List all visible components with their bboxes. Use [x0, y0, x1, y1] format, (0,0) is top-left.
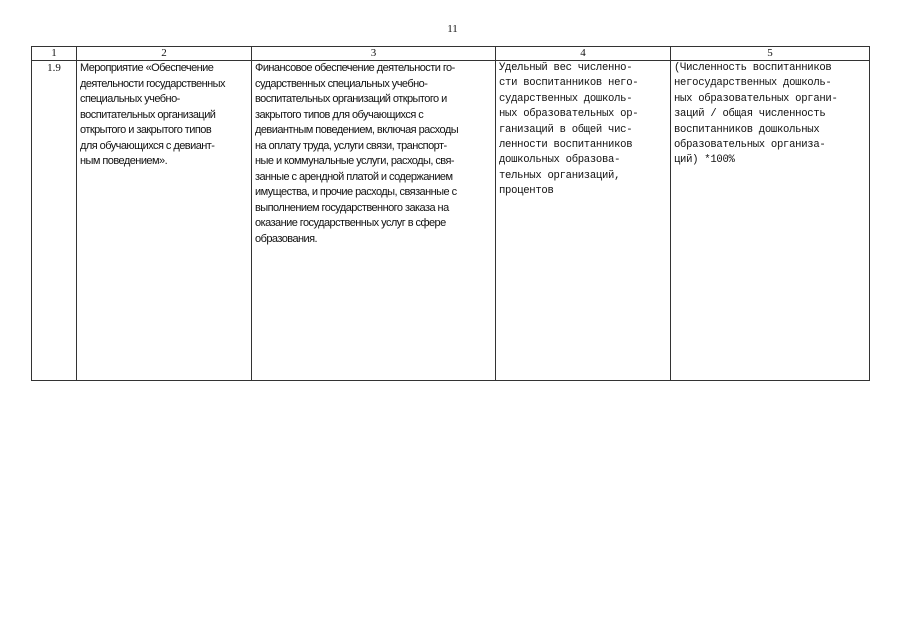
page-number: 11 [447, 23, 458, 35]
text-line: дошкольных образова- [499, 154, 621, 167]
text-line: негосударственных дошколь- [674, 77, 832, 90]
text-line: воспитательных организаций [80, 108, 216, 121]
text-line: сти воспитанников него- [499, 77, 639, 90]
text-line: сударственных дошколь- [499, 92, 633, 105]
text-line: тельных организаций, [499, 169, 621, 182]
header-col-2: 2 [77, 47, 252, 61]
text-line: образования. [255, 232, 318, 245]
text-line: ным поведением». [80, 155, 168, 167]
text-line: ных образовательных органи- [674, 92, 838, 105]
text-line: процентов [499, 185, 554, 198]
indicator-table [31, 46, 870, 381]
indicator-formula-cell [671, 61, 870, 381]
text-line: занные с арендной платой и содержанием [255, 170, 453, 183]
indicator-name-cell [496, 61, 671, 381]
text-line: закрытого типов для обучающихся с [255, 108, 424, 121]
row-number: 1.9 [32, 61, 77, 381]
text-line: Удельный вес численно- [499, 62, 633, 74]
text-line: воспитанников дошкольных [674, 123, 820, 136]
text-line: Финансовое обеспечение деятельности го- [255, 62, 455, 74]
text-line: ганизаций в общей чис- [499, 123, 633, 136]
text-line: (Численность воспитанников [674, 62, 832, 74]
header-col-1: 1 [32, 47, 77, 61]
text-line: ные и коммунальные услуги, расходы, свя- [255, 155, 454, 167]
text-line: ций) *100% [674, 154, 735, 167]
text-line: имущества, и прочие расходы, связанные с [255, 186, 457, 198]
text-line: ленности воспитанников [499, 139, 633, 152]
header-col-4: 4 [496, 47, 671, 61]
measure-description-cell [252, 61, 496, 381]
text-line: ных образовательных ор- [499, 108, 639, 121]
text-line: заций / общая численность [674, 108, 826, 121]
text-line: образовательных организа- [674, 139, 826, 152]
text-line: сударственных специальных учебно- [255, 77, 428, 90]
header-row [32, 47, 870, 61]
header-col-5: 5 [671, 47, 870, 61]
text-line: выполнением государственного заказа на [255, 201, 449, 214]
text-line: деятельности государственных [80, 77, 225, 90]
measure-name-cell [77, 61, 252, 381]
text-line: воспитательных организаций открытого и [255, 93, 447, 105]
text-line: оказание государственных услуг в сфере [255, 217, 446, 229]
header-col-3: 3 [252, 47, 496, 61]
text-line: для обучающихся с девиант- [80, 139, 215, 152]
text-line: девиантным поведением, включая расходы [255, 124, 459, 136]
text-line: Мероприятие «Обеспечение [80, 62, 214, 74]
text-line: открытого и закрытого типов [80, 124, 212, 136]
table-row [32, 61, 870, 381]
text-line: специальных учебно- [80, 93, 180, 105]
text-line: на оплату труда, услуги связи, транспорт- [255, 139, 447, 152]
